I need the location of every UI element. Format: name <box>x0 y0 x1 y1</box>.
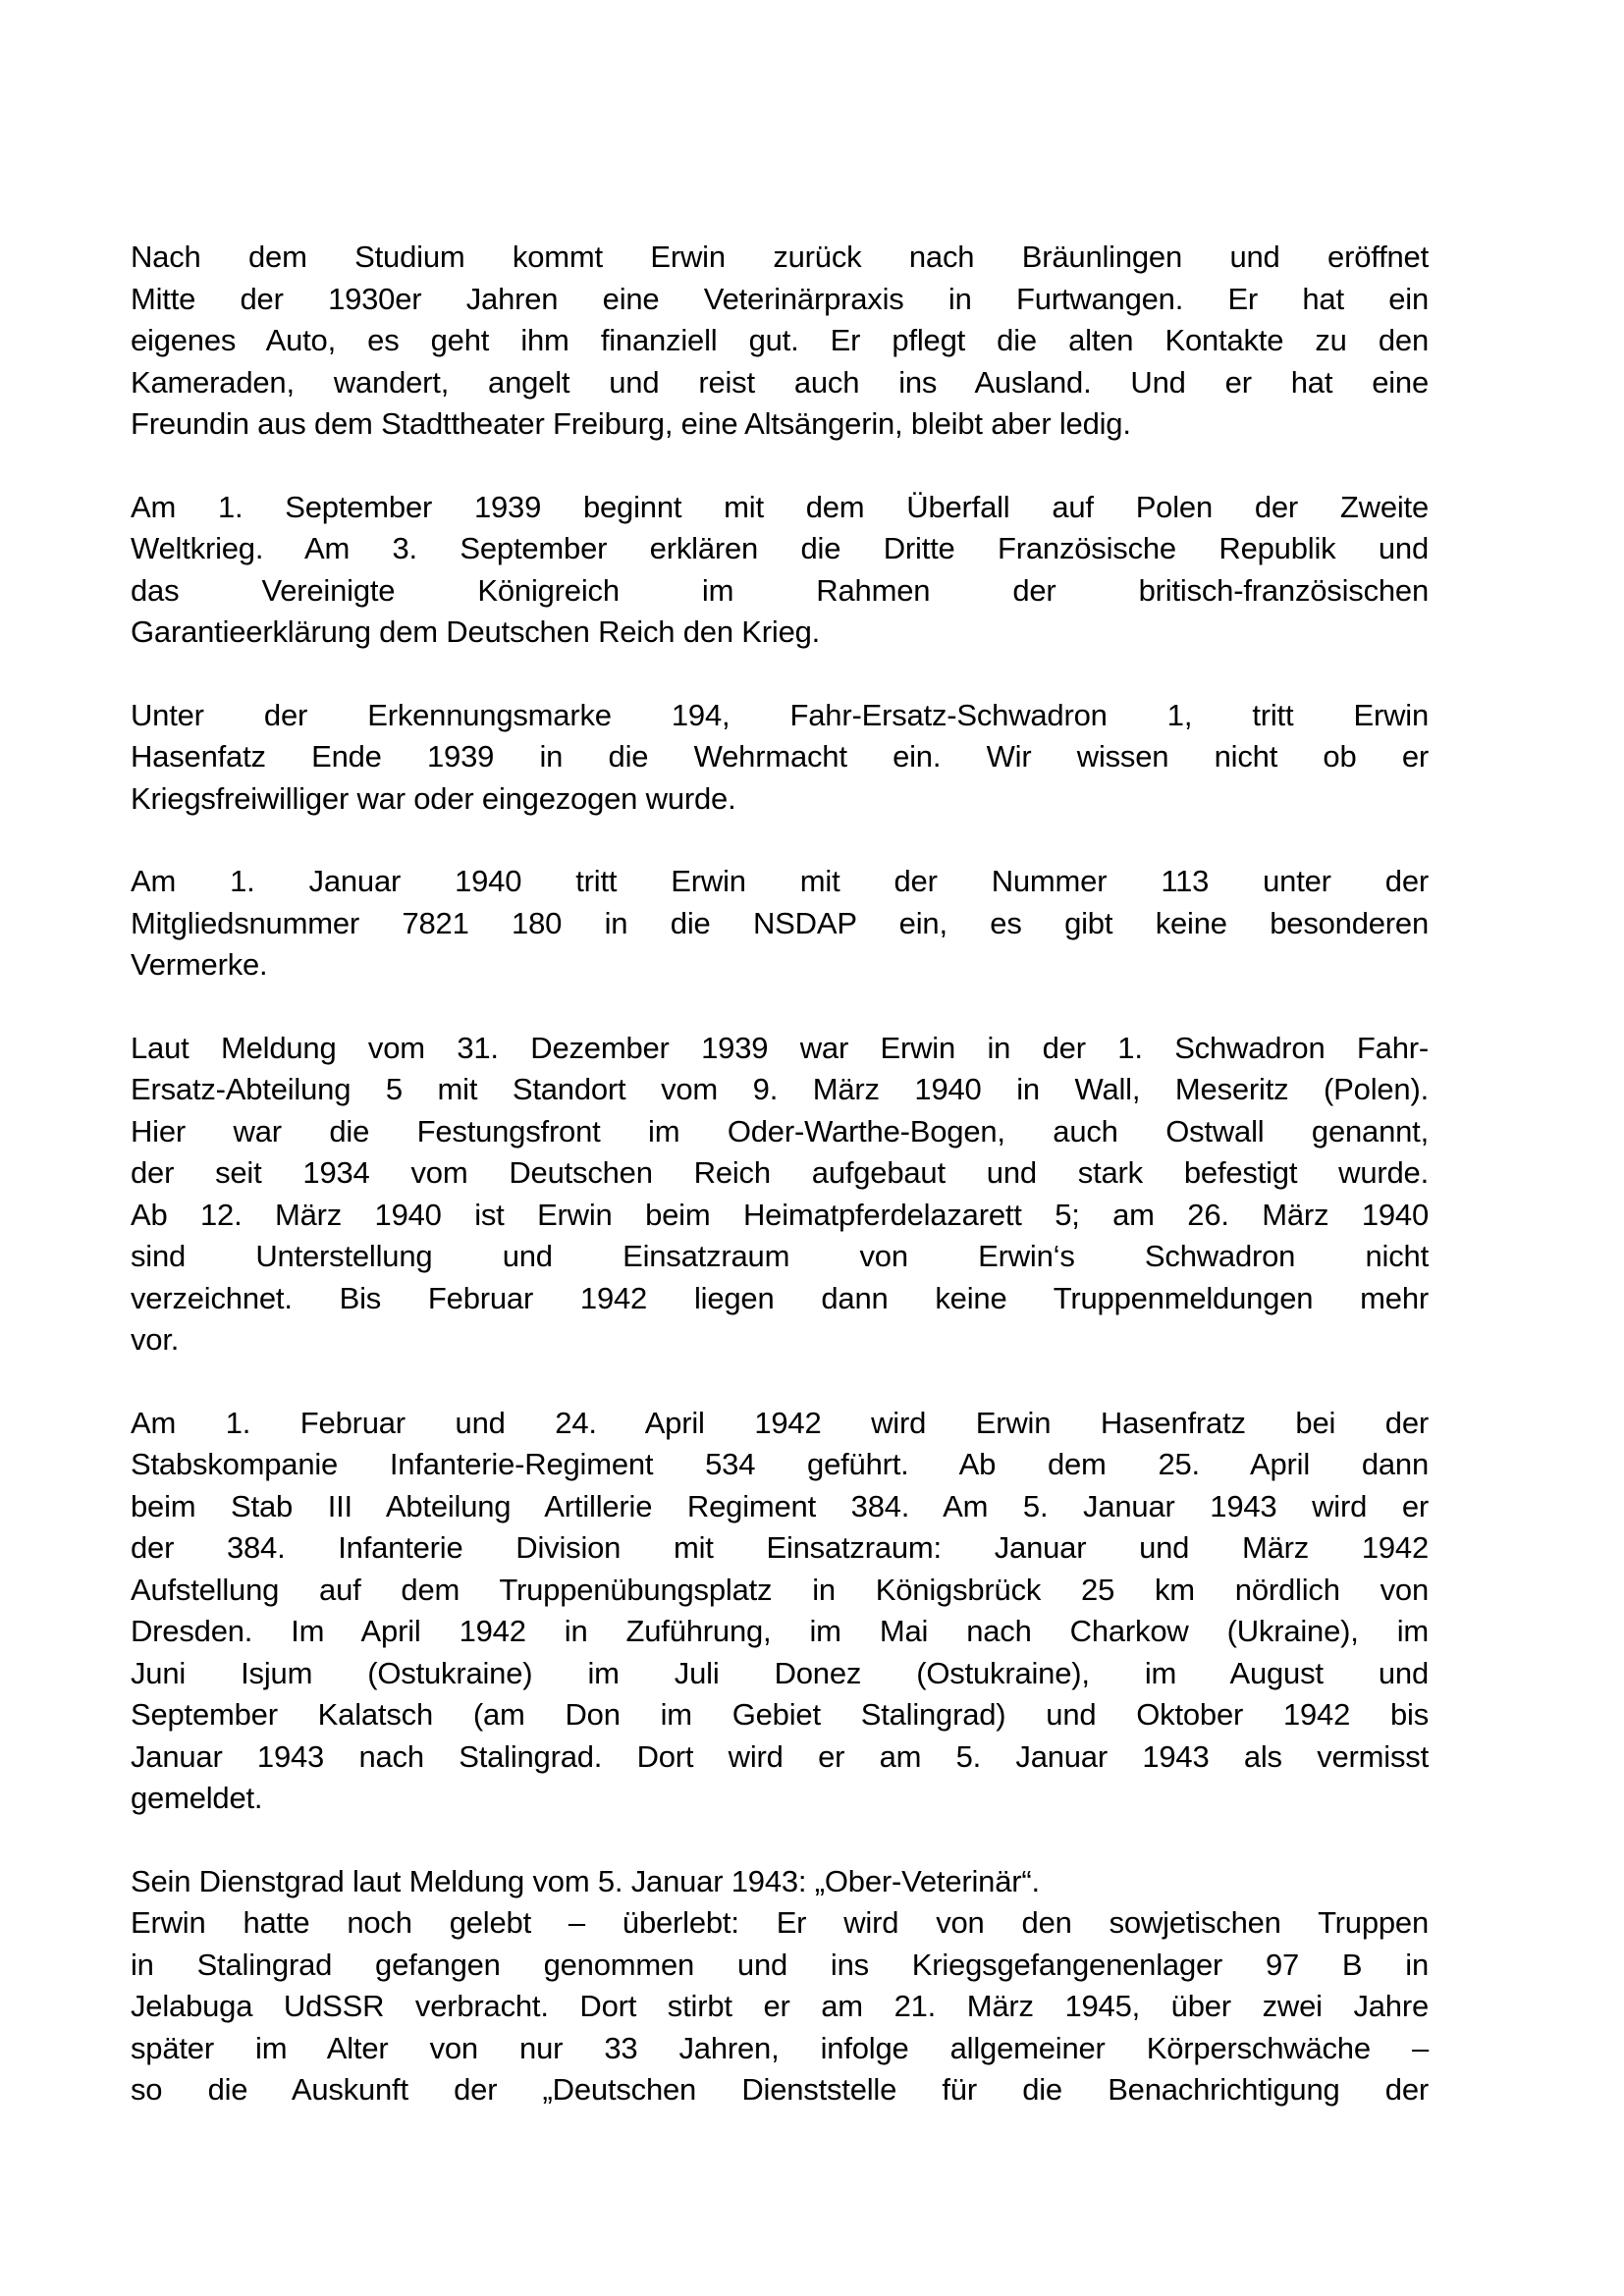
text-line: Kriegsfreiwilliger war oder eingezogen wurde. <box>131 780 736 816</box>
text-line: Januar 1943 nach Stalingrad. Dort wird er am 5. Januar 1943 als vermisst <box>131 1738 1429 1774</box>
text-line: Erwin hatte noch gelebt – überlebt: Er wird von den sowjetischen Truppen <box>131 1905 1429 1940</box>
text-line: September Kalatsch (am Don im Gebiet Stalingrad) und Oktober 1942 bis <box>131 1697 1429 1732</box>
text-line: das Vereinigte Königreich im Rahmen der britisch-französischen <box>131 572 1429 608</box>
paragraph <box>131 1861 1429 2111</box>
text-line: Jelabuga UdSSR verbracht. Dort stirbt er am 21. März 1945, über zwei Jahre <box>131 1989 1429 2023</box>
paragraph <box>131 695 1429 821</box>
text-line: Kameraden, wandert, angelt und reist auch ins Ausland. Und er hat eine <box>131 364 1429 400</box>
document-body <box>131 237 1429 2111</box>
text-line: Unter der Erkennungsmarke 194, Fahr-Ersatz-Schwadron 1, tritt Erwin <box>131 697 1429 732</box>
text-line: eigenes Auto, es geht ihm finanziell gut. Er pflegt die alten Kontakte zu den <box>131 323 1429 357</box>
text-line: Ersatz-Abteilung 5 mit Standort vom 9. März 1940 in Wall, Meseritz (Polen). <box>131 1072 1429 1106</box>
text-line: Nach dem Studium kommt Erwin zurück nach Bräunlingen und eröffnet <box>131 240 1429 274</box>
text-line: der 384. Infanterie Division mit Einsatzraum: Januar und März 1942 <box>131 1530 1429 1565</box>
text-line: beim Stab III Abteilung Artillerie Regiment 384. Am 5. Januar 1943 wird er <box>131 1488 1429 1523</box>
text-line: Am 1. Januar 1940 tritt Erwin mit der Nummer 113 unter der <box>131 864 1429 898</box>
text-line: Ab 12. März 1940 ist Erwin beim Heimatpferdelazarett 5; am 26. März 1940 <box>131 1197 1429 1232</box>
text-line: der seit 1934 vom Deutschen Reich aufgebaut und stark befestigt wurde. <box>131 1155 1429 1190</box>
text-line: so die Auskunft der „Deutschen Dienststelle für die Benachrichtigung der <box>131 2072 1429 2107</box>
text-line: Hier war die Festungsfront im Oder-Warthe-Bogen, auch Ostwall genannt, <box>131 1113 1429 1148</box>
text-line: später im Alter von nur 33 Jahren, infolge allgemeiner Körperschwäche – <box>131 2030 1429 2065</box>
text-line: Aufstellung auf dem Truppenübungsplatz in Königsbrück 25 km nördlich von <box>131 1572 1429 1607</box>
text-line: Stabskompanie Infanterie-Regiment 534 geführt. Ab dem 25. April dann <box>131 1447 1429 1481</box>
paragraph <box>131 861 1429 987</box>
text-line: vor. <box>131 1322 180 1357</box>
text-line: in Stalingrad gefangen genommen und ins Kriegsgefangenenlager 97 B in <box>131 1947 1429 1982</box>
text-line: Am 1. September 1939 beginnt mit dem Überfall auf Polen der Zweite <box>131 489 1429 524</box>
text-line: Laut Meldung vom 31. Dezember 1939 war Erwin in der 1. Schwadron Fahr- <box>131 1030 1429 1065</box>
text-line: Weltkrieg. Am 3. September erklären die Dritte Französische Republik und <box>131 531 1429 565</box>
text-line: Am 1. Februar und 24. April 1942 wird Erwin Hasenfratz bei der <box>131 1405 1429 1440</box>
text-line: Dresden. Im April 1942 in Zuführung, im Mai nach Charkow (Ukraine), im <box>131 1614 1429 1648</box>
text-line: Sein Dienstgrad laut Meldung vom 5. Januar 1943: „Ober-Veterinär“. <box>131 1863 1040 1898</box>
paragraph <box>131 1028 1429 1362</box>
text-line: Vermerke. <box>131 947 268 982</box>
text-line: sind Unterstellung und Einsatzraum von Erwin‘s Schwadron nicht <box>131 1239 1429 1273</box>
text-line: gemeldet. <box>131 1781 263 1815</box>
text-line: Freundin aus dem Stadttheater Freiburg, eine Altsängerin, bleibt aber ledig. <box>131 406 1131 441</box>
text-line: Mitgliedsnummer 7821 180 in die NSDAP ein, es gibt keine besonderen <box>131 905 1429 940</box>
text-line: verzeichnet. Bis Februar 1942 liegen dann keine Truppenmeldungen mehr <box>131 1280 1429 1315</box>
text-line: Mitte der 1930er Jahren eine Veterinärpraxis in Furtwangen. Er hat ein <box>131 281 1429 316</box>
text-line: Juni Isjum (Ostukraine) im Juli Donez (Ostukraine), im August und <box>131 1655 1429 1690</box>
text-line: Garantieerklärung dem Deutschen Reich den Krieg. <box>131 614 821 649</box>
text-line: Hasenfatz Ende 1939 in die Wehrmacht ein. Wir wissen nicht ob er <box>131 739 1429 774</box>
paragraph <box>131 487 1429 654</box>
paragraph <box>131 237 1429 446</box>
paragraph <box>131 1403 1429 1820</box>
